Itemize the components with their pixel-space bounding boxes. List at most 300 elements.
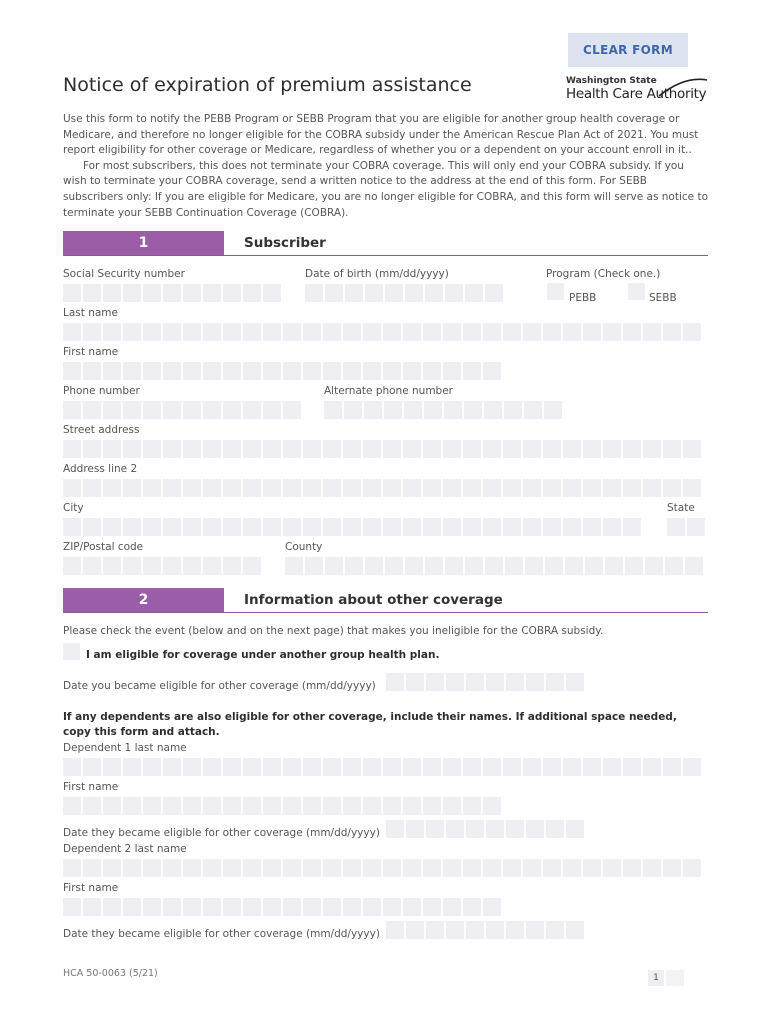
input-cell[interactable] xyxy=(63,557,81,575)
input-cell[interactable] xyxy=(543,518,561,536)
input-cell[interactable] xyxy=(243,440,261,458)
input-cell[interactable] xyxy=(203,557,221,575)
input-cell[interactable] xyxy=(483,362,501,380)
input-cell[interactable] xyxy=(463,323,481,341)
input-cell[interactable] xyxy=(183,518,201,536)
input-cell[interactable] xyxy=(83,797,101,815)
input-cell[interactable] xyxy=(203,797,221,815)
dob-field[interactable] xyxy=(305,284,503,302)
input-cell[interactable] xyxy=(605,557,623,575)
input-cell[interactable] xyxy=(524,401,542,419)
input-cell[interactable] xyxy=(303,440,321,458)
input-cell[interactable] xyxy=(423,518,441,536)
input-cell[interactable] xyxy=(423,362,441,380)
input-cell[interactable] xyxy=(283,440,301,458)
input-cell[interactable] xyxy=(583,479,601,497)
input-cell[interactable] xyxy=(423,323,441,341)
input-cell[interactable] xyxy=(384,401,402,419)
input-cell[interactable] xyxy=(563,323,581,341)
input-cell[interactable] xyxy=(403,323,421,341)
input-cell[interactable] xyxy=(63,284,81,302)
input-cell[interactable] xyxy=(683,859,701,877)
input-cell[interactable] xyxy=(223,758,241,776)
input-cell[interactable] xyxy=(343,323,361,341)
input-cell[interactable] xyxy=(423,797,441,815)
input-cell[interactable] xyxy=(443,859,461,877)
input-cell[interactable] xyxy=(465,557,483,575)
input-cell[interactable] xyxy=(203,440,221,458)
input-cell[interactable] xyxy=(523,518,541,536)
input-cell[interactable] xyxy=(143,859,161,877)
input-cell[interactable] xyxy=(506,921,524,939)
input-cell[interactable] xyxy=(385,557,403,575)
input-cell[interactable] xyxy=(323,797,341,815)
input-cell[interactable] xyxy=(143,440,161,458)
input-cell[interactable] xyxy=(123,859,141,877)
input-cell[interactable] xyxy=(163,797,181,815)
input-cell[interactable] xyxy=(383,518,401,536)
dep1-last-name-field[interactable] xyxy=(63,758,701,776)
input-cell[interactable] xyxy=(463,859,481,877)
input-cell[interactable] xyxy=(363,323,381,341)
input-cell[interactable] xyxy=(183,284,201,302)
input-cell[interactable] xyxy=(345,284,363,302)
input-cell[interactable] xyxy=(386,673,404,691)
input-cell[interactable] xyxy=(63,859,81,877)
input-cell[interactable] xyxy=(364,401,382,419)
input-cell[interactable] xyxy=(484,401,502,419)
input-cell[interactable] xyxy=(643,859,661,877)
input-cell[interactable] xyxy=(363,440,381,458)
pebb-checkbox[interactable] xyxy=(547,283,564,300)
input-cell[interactable] xyxy=(223,898,241,916)
input-cell[interactable] xyxy=(223,518,241,536)
input-cell[interactable] xyxy=(343,440,361,458)
input-cell[interactable] xyxy=(163,479,181,497)
input-cell[interactable] xyxy=(285,557,303,575)
input-cell[interactable] xyxy=(323,898,341,916)
input-cell[interactable] xyxy=(423,758,441,776)
input-cell[interactable] xyxy=(625,557,643,575)
input-cell[interactable] xyxy=(263,362,281,380)
input-cell[interactable] xyxy=(683,758,701,776)
input-cell[interactable] xyxy=(283,859,301,877)
input-cell[interactable] xyxy=(263,323,281,341)
input-cell[interactable] xyxy=(464,401,482,419)
input-cell[interactable] xyxy=(223,557,241,575)
input-cell[interactable] xyxy=(305,557,323,575)
dep1-first-name-field[interactable] xyxy=(63,797,501,815)
input-cell[interactable] xyxy=(445,284,463,302)
dep2-last-name-field[interactable] xyxy=(63,859,701,877)
input-cell[interactable] xyxy=(283,362,301,380)
input-cell[interactable] xyxy=(83,362,101,380)
input-cell[interactable] xyxy=(525,557,543,575)
input-cell[interactable] xyxy=(486,820,504,838)
input-cell[interactable] xyxy=(386,820,404,838)
input-cell[interactable] xyxy=(243,479,261,497)
input-cell[interactable] xyxy=(406,673,424,691)
input-cell[interactable] xyxy=(426,673,444,691)
input-cell[interactable] xyxy=(183,758,201,776)
input-cell[interactable] xyxy=(303,797,321,815)
input-cell[interactable] xyxy=(603,758,621,776)
input-cell[interactable] xyxy=(83,898,101,916)
input-cell[interactable] xyxy=(263,797,281,815)
input-cell[interactable] xyxy=(663,479,681,497)
input-cell[interactable] xyxy=(383,898,401,916)
input-cell[interactable] xyxy=(223,362,241,380)
input-cell[interactable] xyxy=(183,557,201,575)
input-cell[interactable] xyxy=(203,758,221,776)
input-cell[interactable] xyxy=(423,898,441,916)
dep2-first-name-field[interactable] xyxy=(63,898,501,916)
input-cell[interactable] xyxy=(223,323,241,341)
input-cell[interactable] xyxy=(505,557,523,575)
input-cell[interactable] xyxy=(163,557,181,575)
input-cell[interactable] xyxy=(343,479,361,497)
input-cell[interactable] xyxy=(223,440,241,458)
input-cell[interactable] xyxy=(443,518,461,536)
input-cell[interactable] xyxy=(123,284,141,302)
input-cell[interactable] xyxy=(103,758,121,776)
input-cell[interactable] xyxy=(163,758,181,776)
input-cell[interactable] xyxy=(566,921,584,939)
input-cell[interactable] xyxy=(303,898,321,916)
input-cell[interactable] xyxy=(563,859,581,877)
input-cell[interactable] xyxy=(663,758,681,776)
input-cell[interactable] xyxy=(243,758,261,776)
input-cell[interactable] xyxy=(243,898,261,916)
input-cell[interactable] xyxy=(323,323,341,341)
input-cell[interactable] xyxy=(546,673,564,691)
input-cell[interactable] xyxy=(486,921,504,939)
input-cell[interactable] xyxy=(603,440,621,458)
input-cell[interactable] xyxy=(325,284,343,302)
input-cell[interactable] xyxy=(143,284,161,302)
input-cell[interactable] xyxy=(203,284,221,302)
input-cell[interactable] xyxy=(243,859,261,877)
input-cell[interactable] xyxy=(63,323,81,341)
input-cell[interactable] xyxy=(426,921,444,939)
input-cell[interactable] xyxy=(503,758,521,776)
zip-field[interactable] xyxy=(63,557,261,575)
input-cell[interactable] xyxy=(243,284,261,302)
input-cell[interactable] xyxy=(603,859,621,877)
input-cell[interactable] xyxy=(444,401,462,419)
input-cell[interactable] xyxy=(123,401,141,419)
input-cell[interactable] xyxy=(503,440,521,458)
input-cell[interactable] xyxy=(343,758,361,776)
input-cell[interactable] xyxy=(483,797,501,815)
input-cell[interactable] xyxy=(543,323,561,341)
input-cell[interactable] xyxy=(643,440,661,458)
input-cell[interactable] xyxy=(465,284,483,302)
phone-field[interactable] xyxy=(63,401,301,419)
input-cell[interactable] xyxy=(403,758,421,776)
input-cell[interactable] xyxy=(183,401,201,419)
input-cell[interactable] xyxy=(323,859,341,877)
input-cell[interactable] xyxy=(243,323,261,341)
input-cell[interactable] xyxy=(83,758,101,776)
input-cell[interactable] xyxy=(323,362,341,380)
input-cell[interactable] xyxy=(406,820,424,838)
input-cell[interactable] xyxy=(423,440,441,458)
input-cell[interactable] xyxy=(83,518,101,536)
input-cell[interactable] xyxy=(243,518,261,536)
input-cell[interactable] xyxy=(123,898,141,916)
input-cell[interactable] xyxy=(183,440,201,458)
input-cell[interactable] xyxy=(383,362,401,380)
input-cell[interactable] xyxy=(263,859,281,877)
input-cell[interactable] xyxy=(103,518,121,536)
input-cell[interactable] xyxy=(83,284,101,302)
input-cell[interactable] xyxy=(643,323,661,341)
input-cell[interactable] xyxy=(103,898,121,916)
input-cell[interactable] xyxy=(123,440,141,458)
input-cell[interactable] xyxy=(323,518,341,536)
input-cell[interactable] xyxy=(163,440,181,458)
input-cell[interactable] xyxy=(645,557,663,575)
input-cell[interactable] xyxy=(623,479,641,497)
input-cell[interactable] xyxy=(123,479,141,497)
input-cell[interactable] xyxy=(163,284,181,302)
input-cell[interactable] xyxy=(523,479,541,497)
input-cell[interactable] xyxy=(203,898,221,916)
input-cell[interactable] xyxy=(163,859,181,877)
input-cell[interactable] xyxy=(503,518,521,536)
input-cell[interactable] xyxy=(663,323,681,341)
input-cell[interactable] xyxy=(83,323,101,341)
input-cell[interactable] xyxy=(443,323,461,341)
input-cell[interactable] xyxy=(343,797,361,815)
input-cell[interactable] xyxy=(526,921,544,939)
input-cell[interactable] xyxy=(283,898,301,916)
input-cell[interactable] xyxy=(463,440,481,458)
input-cell[interactable] xyxy=(323,440,341,458)
input-cell[interactable] xyxy=(663,859,681,877)
input-cell[interactable] xyxy=(585,557,603,575)
input-cell[interactable] xyxy=(446,673,464,691)
input-cell[interactable] xyxy=(566,673,584,691)
input-cell[interactable] xyxy=(123,557,141,575)
input-cell[interactable] xyxy=(425,557,443,575)
input-cell[interactable] xyxy=(463,518,481,536)
street-address-field[interactable] xyxy=(63,440,701,458)
input-cell[interactable] xyxy=(563,440,581,458)
input-cell[interactable] xyxy=(103,362,121,380)
input-cell[interactable] xyxy=(203,479,221,497)
input-cell[interactable] xyxy=(103,401,121,419)
input-cell[interactable] xyxy=(443,797,461,815)
input-cell[interactable] xyxy=(483,479,501,497)
input-cell[interactable] xyxy=(63,362,81,380)
last-name-field[interactable] xyxy=(63,323,701,341)
input-cell[interactable] xyxy=(123,797,141,815)
input-cell[interactable] xyxy=(523,758,541,776)
input-cell[interactable] xyxy=(143,323,161,341)
input-cell[interactable] xyxy=(203,401,221,419)
input-cell[interactable] xyxy=(363,859,381,877)
input-cell[interactable] xyxy=(223,284,241,302)
input-cell[interactable] xyxy=(223,401,241,419)
input-cell[interactable] xyxy=(183,362,201,380)
input-cell[interactable] xyxy=(363,518,381,536)
input-cell[interactable] xyxy=(523,323,541,341)
input-cell[interactable] xyxy=(283,323,301,341)
input-cell[interactable] xyxy=(163,518,181,536)
input-cell[interactable] xyxy=(83,557,101,575)
input-cell[interactable] xyxy=(503,859,521,877)
input-cell[interactable] xyxy=(623,859,641,877)
input-cell[interactable] xyxy=(683,479,701,497)
input-cell[interactable] xyxy=(603,518,621,536)
input-cell[interactable] xyxy=(303,479,321,497)
input-cell[interactable] xyxy=(623,518,641,536)
input-cell[interactable] xyxy=(223,859,241,877)
input-cell[interactable] xyxy=(443,362,461,380)
input-cell[interactable] xyxy=(485,284,503,302)
input-cell[interactable] xyxy=(283,401,301,419)
address-line2-field[interactable] xyxy=(63,479,701,497)
input-cell[interactable] xyxy=(463,479,481,497)
input-cell[interactable] xyxy=(223,479,241,497)
input-cell[interactable] xyxy=(83,479,101,497)
input-cell[interactable] xyxy=(623,323,641,341)
input-cell[interactable] xyxy=(263,898,281,916)
input-cell[interactable] xyxy=(63,518,81,536)
input-cell[interactable] xyxy=(344,401,362,419)
input-cell[interactable] xyxy=(623,758,641,776)
input-cell[interactable] xyxy=(403,362,421,380)
input-cell[interactable] xyxy=(103,859,121,877)
input-cell[interactable] xyxy=(163,362,181,380)
input-cell[interactable] xyxy=(424,401,442,419)
input-cell[interactable] xyxy=(323,758,341,776)
input-cell[interactable] xyxy=(123,518,141,536)
input-cell[interactable] xyxy=(486,673,504,691)
input-cell[interactable] xyxy=(483,440,501,458)
input-cell[interactable] xyxy=(583,758,601,776)
input-cell[interactable] xyxy=(566,820,584,838)
input-cell[interactable] xyxy=(143,898,161,916)
alt-phone-field[interactable] xyxy=(324,401,562,419)
input-cell[interactable] xyxy=(466,921,484,939)
input-cell[interactable] xyxy=(63,797,81,815)
input-cell[interactable] xyxy=(63,401,81,419)
input-cell[interactable] xyxy=(305,284,323,302)
input-cell[interactable] xyxy=(403,898,421,916)
dep2-date-field[interactable] xyxy=(386,921,584,939)
input-cell[interactable] xyxy=(623,440,641,458)
input-cell[interactable] xyxy=(383,797,401,815)
sebb-checkbox[interactable] xyxy=(628,283,645,300)
input-cell[interactable] xyxy=(143,401,161,419)
input-cell[interactable] xyxy=(303,859,321,877)
input-cell[interactable] xyxy=(303,758,321,776)
input-cell[interactable] xyxy=(263,440,281,458)
input-cell[interactable] xyxy=(63,898,81,916)
input-cell[interactable] xyxy=(526,673,544,691)
input-cell[interactable] xyxy=(263,284,281,302)
input-cell[interactable] xyxy=(443,758,461,776)
input-cell[interactable] xyxy=(383,479,401,497)
input-cell[interactable] xyxy=(543,859,561,877)
input-cell[interactable] xyxy=(543,440,561,458)
input-cell[interactable] xyxy=(283,518,301,536)
input-cell[interactable] xyxy=(483,859,501,877)
input-cell[interactable] xyxy=(203,518,221,536)
input-cell[interactable] xyxy=(243,362,261,380)
input-cell[interactable] xyxy=(263,401,281,419)
input-cell[interactable] xyxy=(543,758,561,776)
input-cell[interactable] xyxy=(563,479,581,497)
input-cell[interactable] xyxy=(303,323,321,341)
first-name-field[interactable] xyxy=(63,362,501,380)
input-cell[interactable] xyxy=(325,557,343,575)
county-field[interactable] xyxy=(285,557,703,575)
input-cell[interactable] xyxy=(403,859,421,877)
input-cell[interactable] xyxy=(183,323,201,341)
input-cell[interactable] xyxy=(603,479,621,497)
input-cell[interactable] xyxy=(506,820,524,838)
input-cell[interactable] xyxy=(383,859,401,877)
input-cell[interactable] xyxy=(405,557,423,575)
input-cell[interactable] xyxy=(383,440,401,458)
input-cell[interactable] xyxy=(463,758,481,776)
input-cell[interactable] xyxy=(343,898,361,916)
input-cell[interactable] xyxy=(363,479,381,497)
input-cell[interactable] xyxy=(103,479,121,497)
input-cell[interactable] xyxy=(63,479,81,497)
input-cell[interactable] xyxy=(426,820,444,838)
input-cell[interactable] xyxy=(685,557,703,575)
input-cell[interactable] xyxy=(667,518,685,536)
input-cell[interactable] xyxy=(503,323,521,341)
input-cell[interactable] xyxy=(363,898,381,916)
input-cell[interactable] xyxy=(163,323,181,341)
input-cell[interactable] xyxy=(403,440,421,458)
input-cell[interactable] xyxy=(345,557,363,575)
input-cell[interactable] xyxy=(183,859,201,877)
input-cell[interactable] xyxy=(483,898,501,916)
input-cell[interactable] xyxy=(363,362,381,380)
input-cell[interactable] xyxy=(123,758,141,776)
input-cell[interactable] xyxy=(263,758,281,776)
input-cell[interactable] xyxy=(545,557,563,575)
input-cell[interactable] xyxy=(263,518,281,536)
input-cell[interactable] xyxy=(303,362,321,380)
input-cell[interactable] xyxy=(583,859,601,877)
input-cell[interactable] xyxy=(483,518,501,536)
input-cell[interactable] xyxy=(543,479,561,497)
input-cell[interactable] xyxy=(123,323,141,341)
input-cell[interactable] xyxy=(383,758,401,776)
input-cell[interactable] xyxy=(103,557,121,575)
input-cell[interactable] xyxy=(143,797,161,815)
input-cell[interactable] xyxy=(483,758,501,776)
input-cell[interactable] xyxy=(443,440,461,458)
input-cell[interactable] xyxy=(386,921,404,939)
input-cell[interactable] xyxy=(123,362,141,380)
ssn-field[interactable] xyxy=(63,284,281,302)
input-cell[interactable] xyxy=(443,479,461,497)
input-cell[interactable] xyxy=(443,898,461,916)
input-cell[interactable] xyxy=(223,797,241,815)
input-cell[interactable] xyxy=(163,401,181,419)
input-cell[interactable] xyxy=(343,362,361,380)
input-cell[interactable] xyxy=(665,557,683,575)
